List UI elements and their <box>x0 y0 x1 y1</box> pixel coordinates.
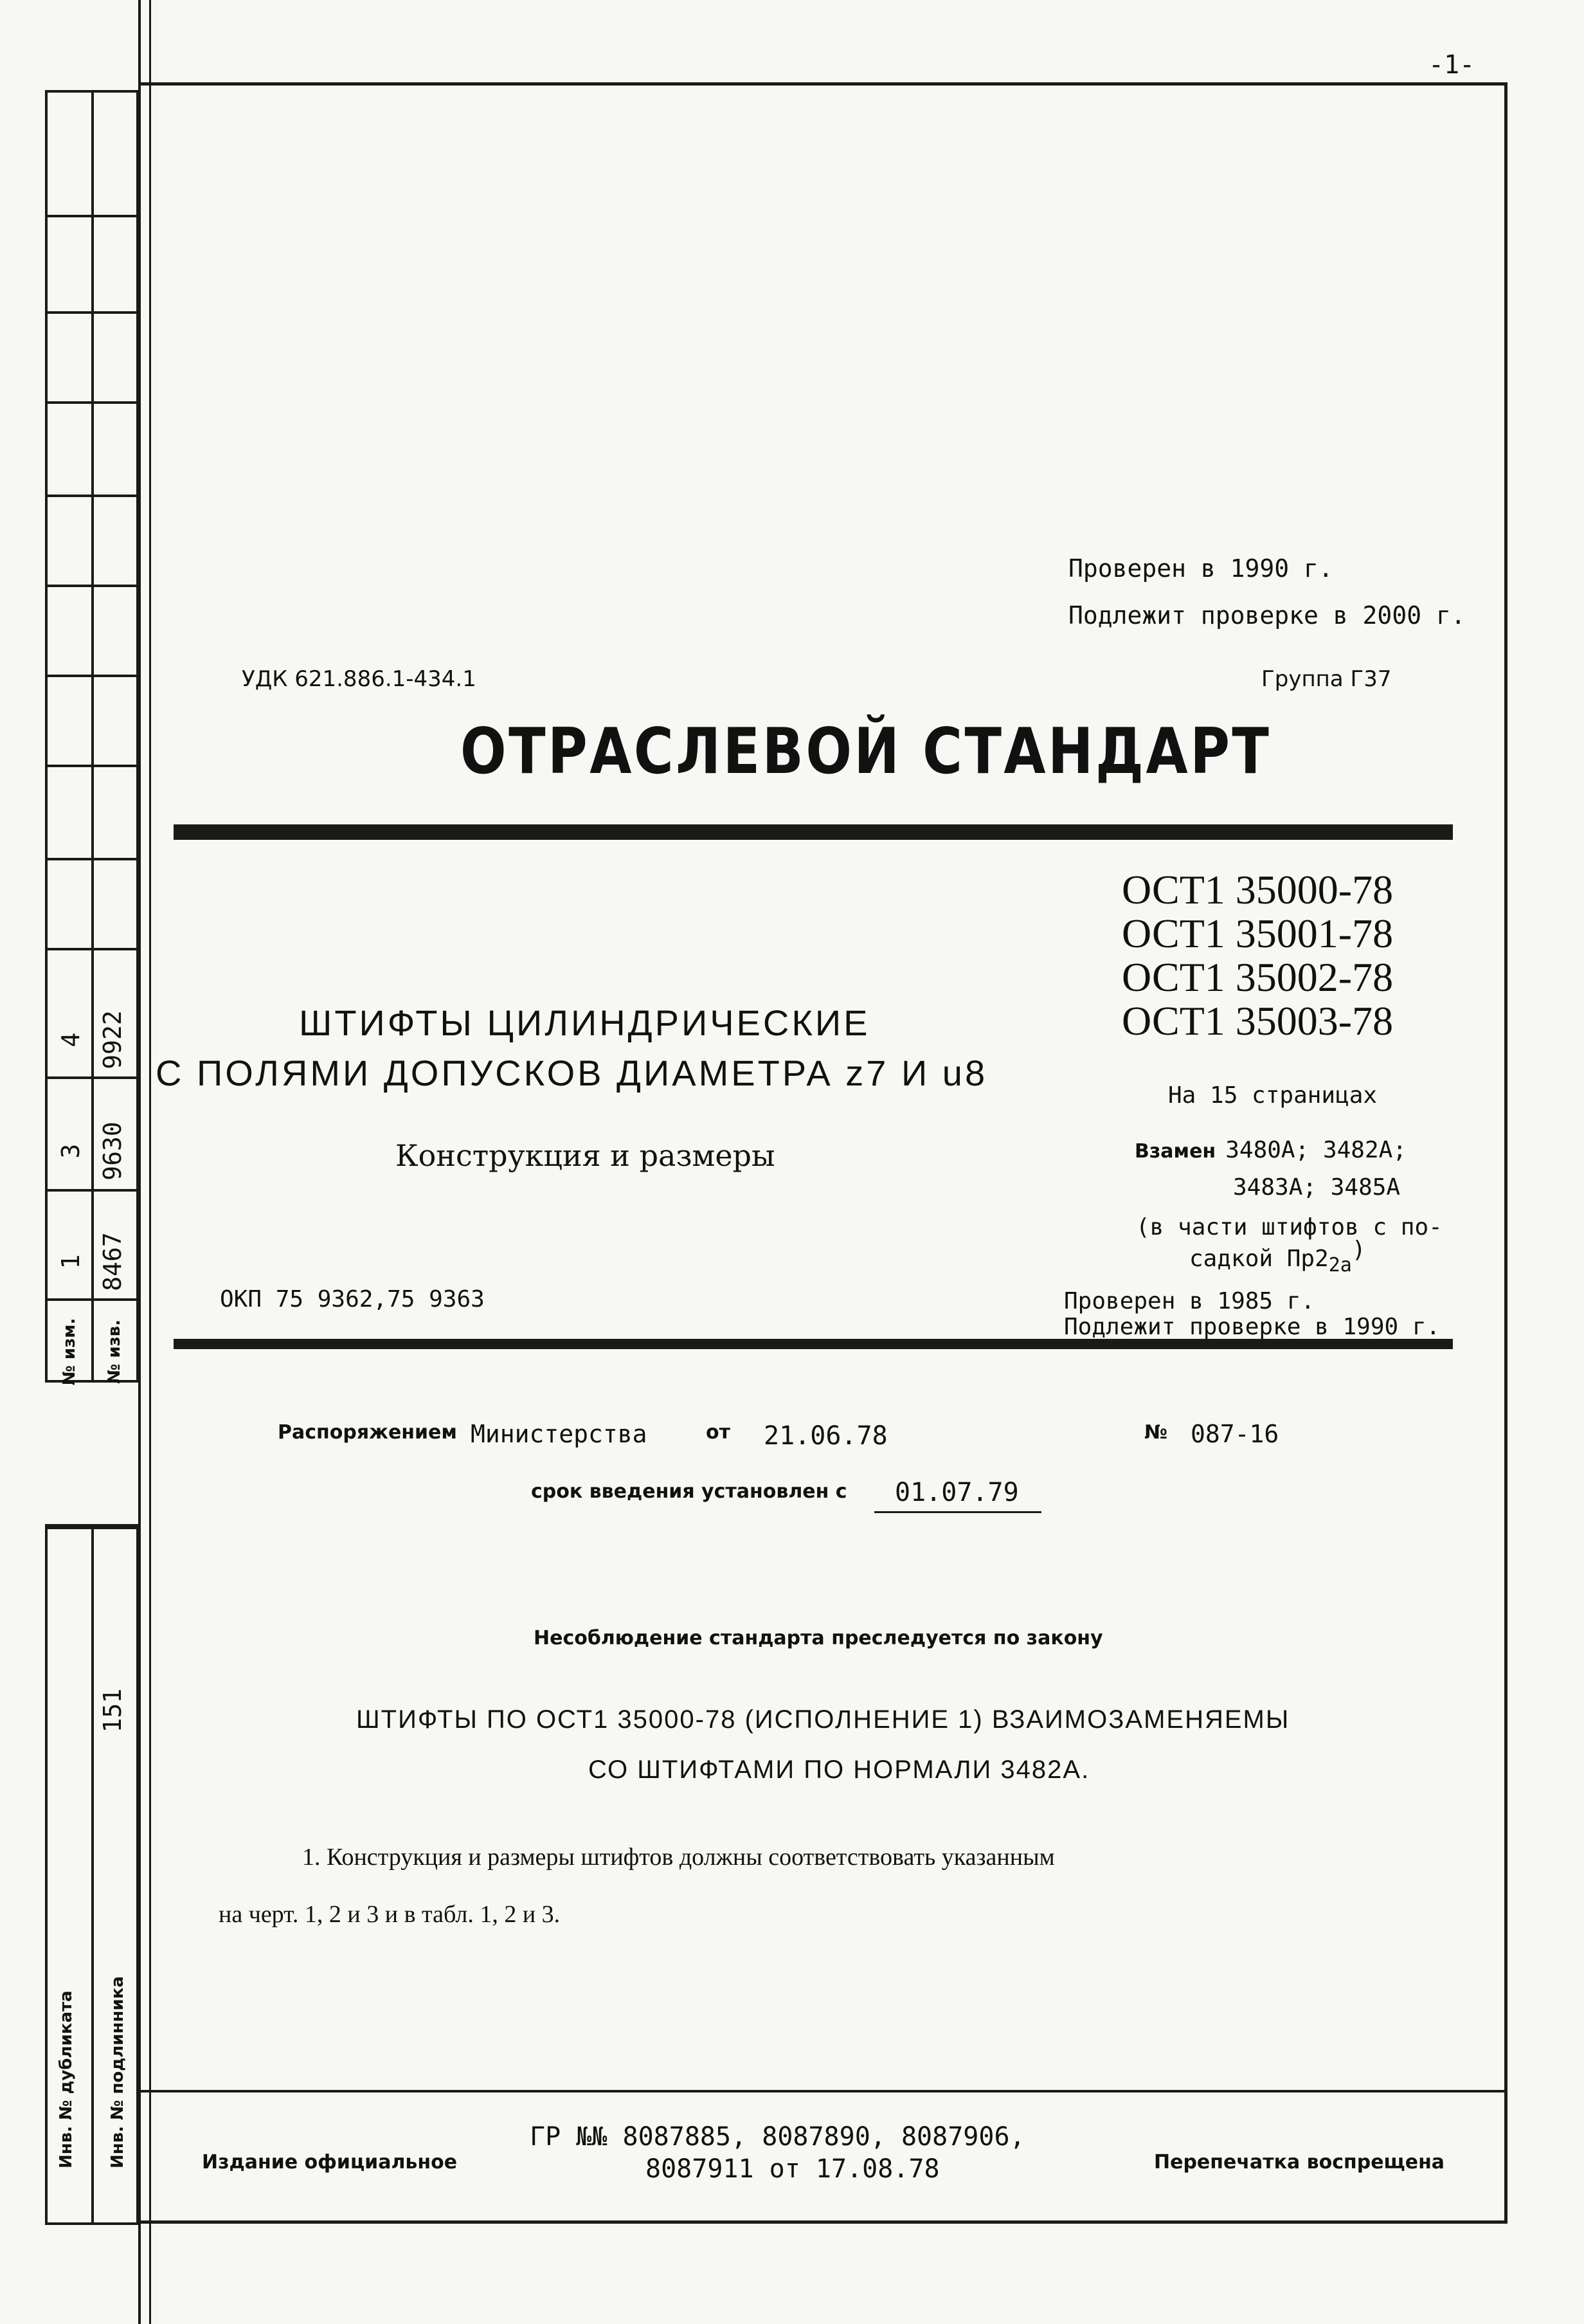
group-code: Группа Г37 <box>1261 666 1392 692</box>
binding-line <box>149 0 151 2324</box>
stamp-izv-label: № изв. <box>105 1320 124 1384</box>
title-rule <box>174 824 1453 840</box>
stamp-izm-label: № изм. <box>60 1318 79 1386</box>
order-from-label: от <box>706 1421 730 1444</box>
stamp-sub-value: 151 <box>98 1688 127 1733</box>
replaces-line-1: 3480А; 3482А; <box>1225 1137 1407 1163</box>
order-ministry: Министерства <box>471 1420 647 1448</box>
order-label: Распоряжением <box>278 1421 457 1444</box>
stamp-dup-label: Инв. № дубликата <box>57 1990 76 2168</box>
stamp-col-b-1: 9922 <box>98 1010 127 1069</box>
main-title: ОТРАСЛЕВОЙ СТАНДАРТ <box>460 715 1272 788</box>
replaces-note-2-sub: 2а <box>1328 1254 1352 1277</box>
stamp-col-a-2: 3 <box>57 1143 85 1159</box>
mid-rule <box>174 1339 1453 1349</box>
stamp-col-a-1: 4 <box>57 1032 85 1048</box>
product-title-line-1: ШТИФТЫ ЦИЛИНДРИЧЕСКИЕ <box>299 1003 870 1043</box>
checked-line-2: Подлежит проверке в 2000 г. <box>1068 601 1466 630</box>
product-title-line-2: С ПОЛЯМИ ДОПУСКОВ ДИАМЕТРА z7 И u8 <box>156 1053 988 1093</box>
checked-line-1: Проверен в 1990 г. <box>1068 554 1333 583</box>
order-date: 21.06.78 <box>764 1421 888 1451</box>
order-number-label: № <box>1144 1421 1168 1444</box>
footer-registration-line-1: ГР №№ 8087885, 8087890, 8087906, <box>530 2122 1025 2152</box>
page-number: -1- <box>1428 50 1475 80</box>
interchange-line-2: СО ШТИФТАМИ ПО НОРМАЛИ 3482А. <box>588 1756 1090 1784</box>
paragraph-1-line-2: на черт. 1, 2 и 3 и в табл. 1, 2 и 3. <box>219 1901 561 1928</box>
product-subtitle: Конструкция и размеры <box>395 1138 775 1173</box>
intro-date: 01.07.79 <box>895 1478 1019 1507</box>
stamp-col-b-3: 8467 <box>98 1232 127 1291</box>
udk-code: УДК 621.886.1-434.1 <box>242 666 476 692</box>
frame-bottom <box>138 2220 1508 2224</box>
stamp-col-b-2: 9630 <box>98 1121 127 1181</box>
checked-old-line-1: Проверен в 1985 г. <box>1064 1288 1315 1314</box>
okp-code: ОКП 75 9362,75 9363 <box>220 1286 485 1312</box>
paragraph-1-line-1: 1. Конструкция и размеры штифтов должны соответствовать указанным <box>302 1844 1055 1871</box>
interchange-line-1: ШТИФТЫ ПО ОСТ1 35000-78 (ИСПОЛНЕНИЕ 1) ВЗАИМОЗАМЕНЯЕМЫ <box>356 1705 1290 1734</box>
standard-number: ОСТ1 35001-78 <box>1122 911 1394 956</box>
replaces-note-2-close: ) <box>1351 1237 1366 1263</box>
standard-number: ОСТ1 35002-78 <box>1122 954 1394 1000</box>
order-number: 087-16 <box>1191 1420 1279 1448</box>
stamp-podl-label: Инв. № подлинника <box>108 1976 127 2168</box>
footer-divider <box>138 2090 1508 2093</box>
footer-official-edition: Издание официальное <box>202 2151 458 2174</box>
replaces-label: Взамен <box>1135 1140 1216 1163</box>
standard-number: ОСТ1 35000-78 <box>1122 867 1394 912</box>
standard-number: ОСТ1 35003-78 <box>1122 998 1394 1044</box>
standard-numbers <box>1122 868 1393 1043</box>
footer-no-reprint: Перепечатка воспрещена <box>1154 2151 1445 2174</box>
frame-right <box>1504 82 1508 2224</box>
frame-top <box>138 82 1508 86</box>
checked-old-line-2: Подлежит проверке в 1990 г. <box>1064 1314 1441 1340</box>
replaces-note-2-text: садкой Пр2 <box>1189 1246 1329 1272</box>
intro-label: срок введения установлен с <box>531 1480 847 1503</box>
footer-registration-line-2: 8087911 от 17.08.78 <box>645 2154 940 2184</box>
intro-date-underline <box>874 1511 1041 1513</box>
stamp-col-a-3: 1 <box>57 1254 85 1269</box>
replaces-note-2 <box>1189 1237 1366 1277</box>
replaces-block <box>1135 1137 1407 1163</box>
law-notice: Несоблюдение стандарта преследуется по закону <box>534 1627 1103 1649</box>
replaces-line-2: 3483А; 3485А <box>1233 1174 1401 1201</box>
pages-info: На 15 страницах <box>1168 1082 1378 1109</box>
replaces-note-1: (в части штифтов с по- <box>1136 1214 1443 1240</box>
